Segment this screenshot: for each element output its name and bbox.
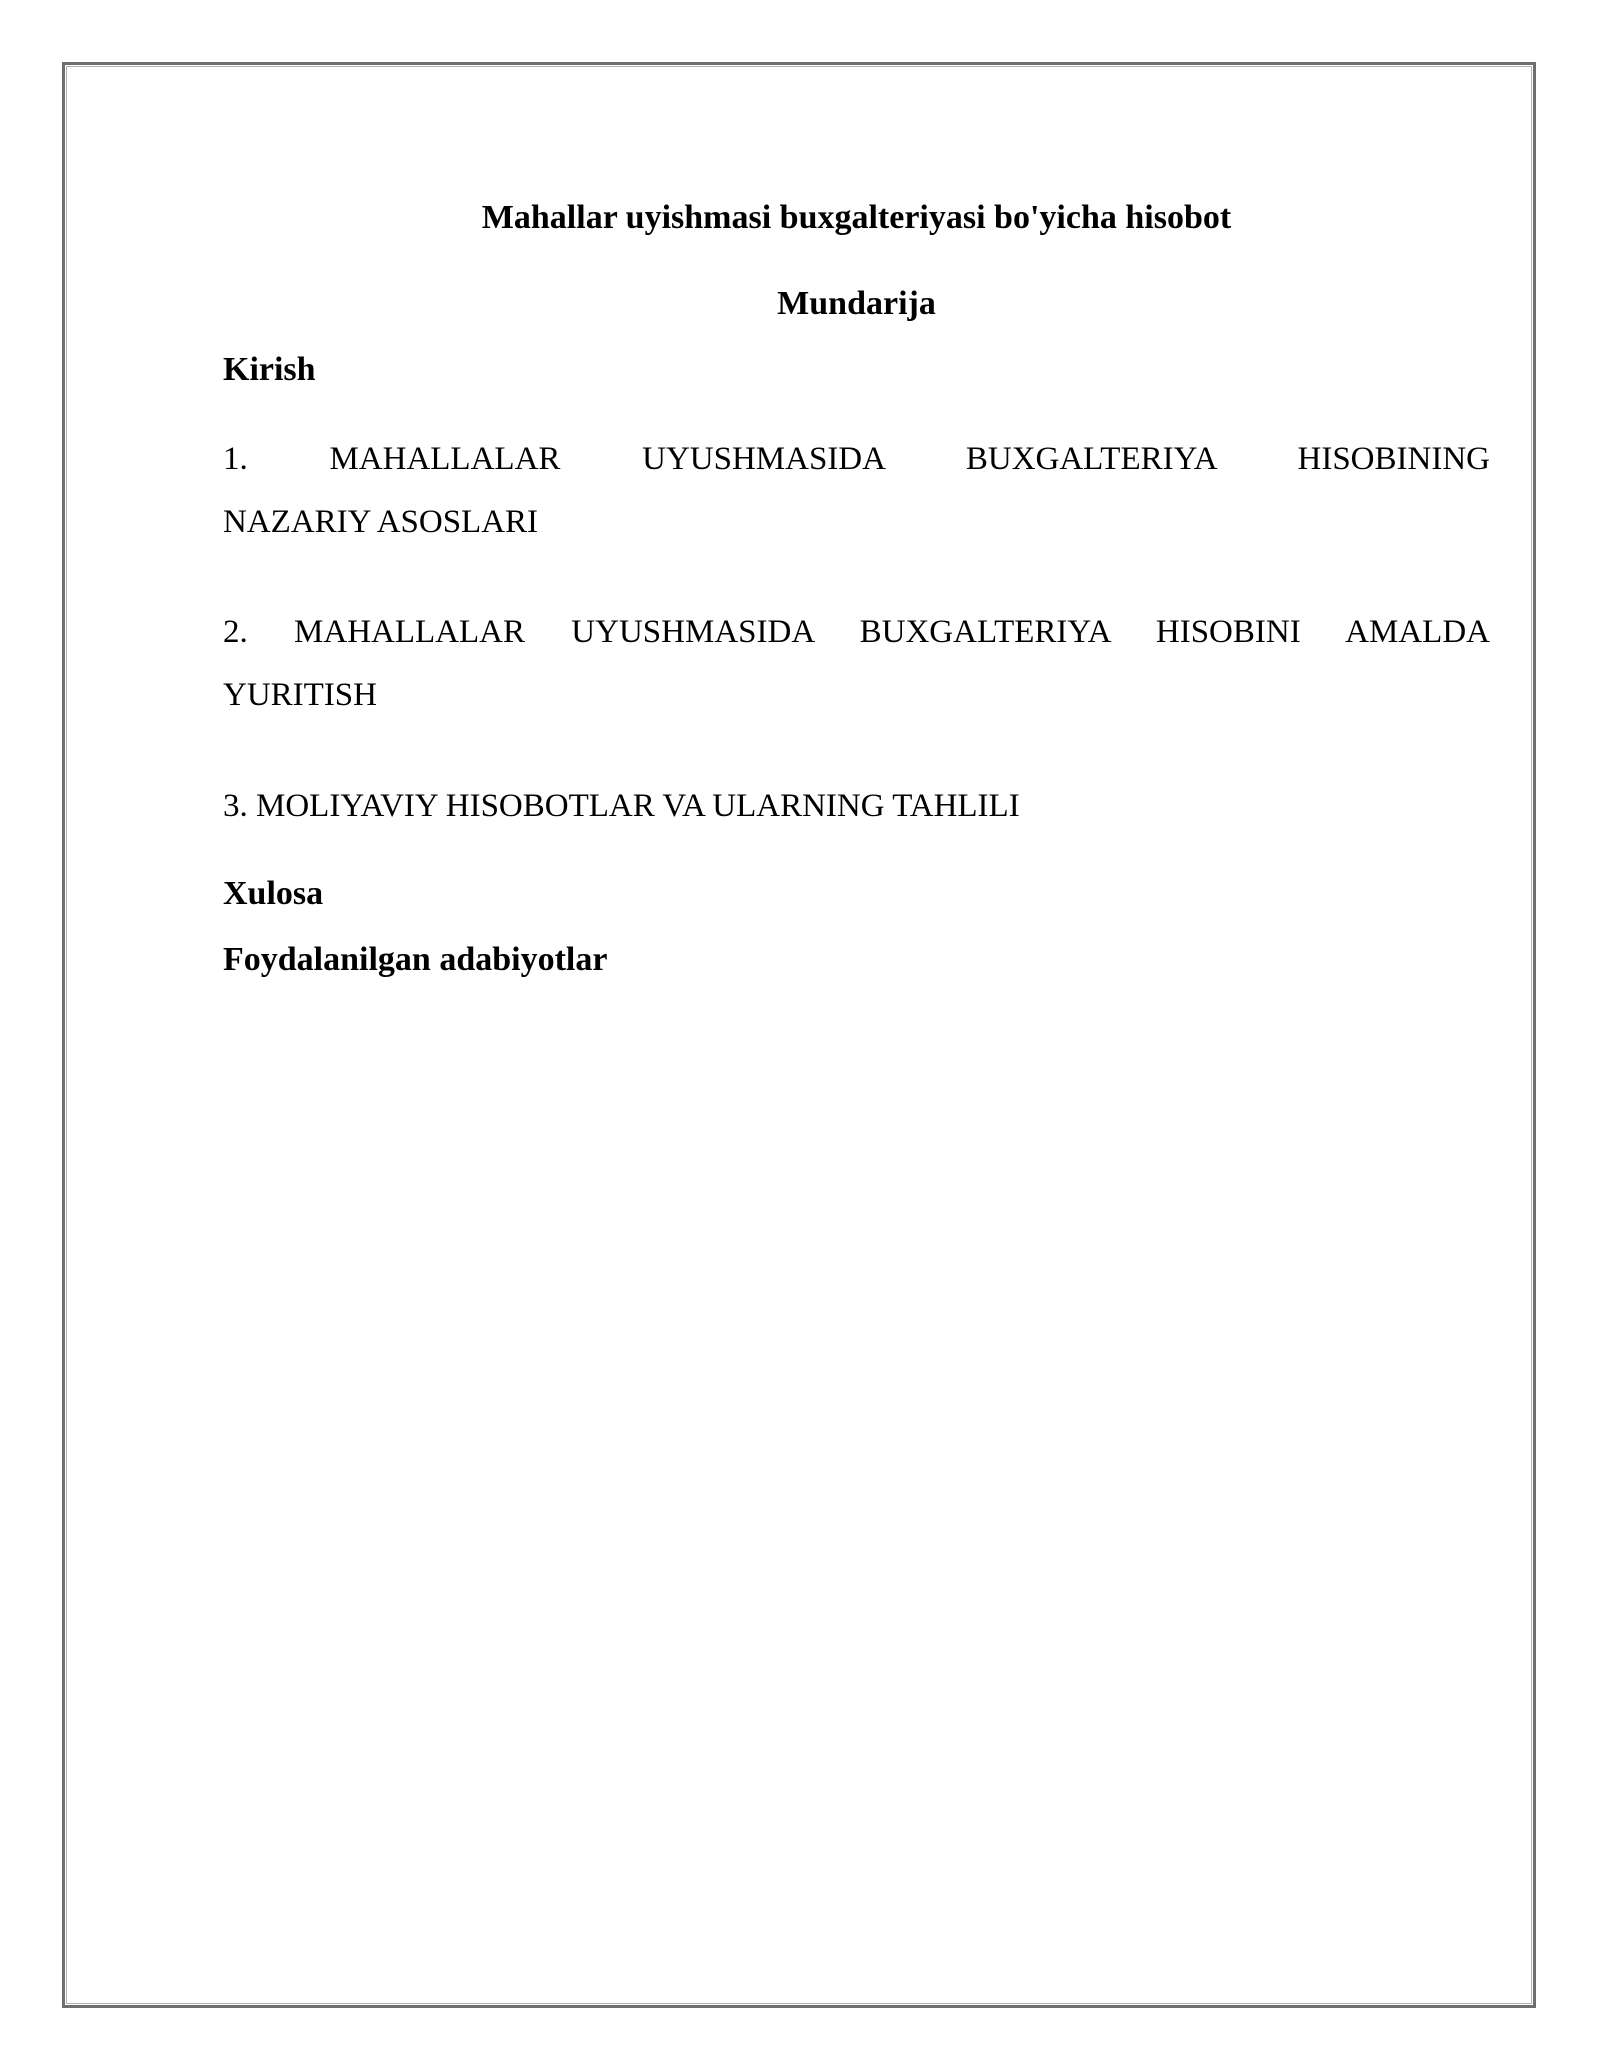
toc-entry-chapter-2-line-1: 2. MAHALLALAR UYUSHMASIDA BUXGALTERIYA HISOBINI AMALDA xyxy=(223,614,1490,650)
toc-entry-chapter-2 xyxy=(223,601,1490,727)
toc-entry-chapter-3: 3. MOLIYAVIY HISOBOTLAR VA ULARNING TAHLILI xyxy=(223,788,1020,824)
toc-entry-chapter-1 xyxy=(223,428,1490,554)
document-title: Mahallar uyishmasi buxgalteriyasi bo'yicha hisobot xyxy=(481,199,1232,236)
toc-entry-chapter-1-line-2: NAZARIY ASOSLARI xyxy=(223,504,539,540)
toc-heading: Mundarija xyxy=(777,285,936,322)
toc-entry-chapter-1-line-1: 1. MAHALLALAR UYUSHMASIDA BUXGALTERIYA HISOBINING xyxy=(223,441,1490,477)
toc-entry-introduction: Kirish xyxy=(223,351,316,388)
toc-entry-conclusion: Xulosa xyxy=(223,875,324,912)
toc-entry-chapter-2-line-2: YURITISH xyxy=(223,677,377,713)
toc-entry-references: Foydalanilgan adabiyotlar xyxy=(223,941,608,978)
